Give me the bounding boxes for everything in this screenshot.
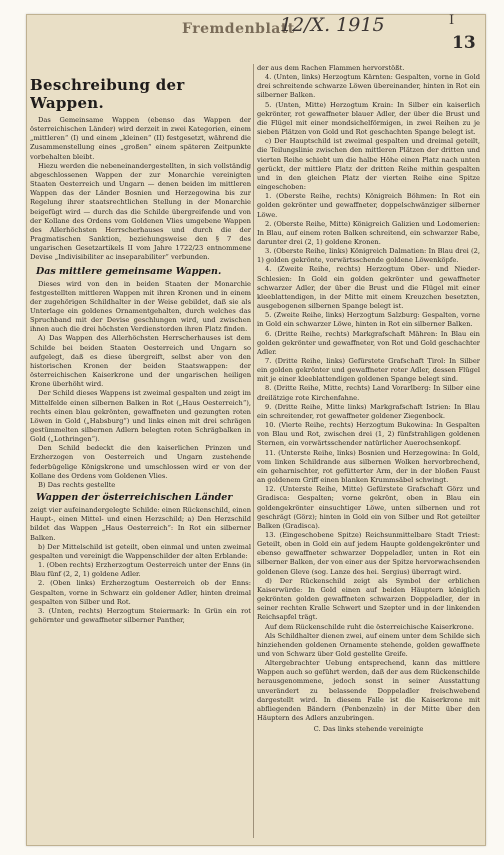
paragraph: 11. (Unterste Reihe, links) Bosnien und Herzegowina: In Gold, vom linken Schildrande aus silbernen Wolken hervorbrechend, ein geharnischter, rot gefütterter Arm, der in der bloßen Faust an goldenem Griff einen blanken Krummsäbel schwingt. bbox=[257, 448, 480, 485]
paragraph: der aus dem Rachen Flammen hervorstößt. bbox=[257, 64, 405, 72]
paragraph: 4. (Zweite Reihe, rechts) Herzogtum Ober- und Nieder-Schlesien: In Gold ein golden gekrönter und gewaffneter schwarzer Adler, der über die Brust und die Flügel mit einer kleeblattendigen, in der Mitte mit einem Kreuzchen besetzten, ausgebogenen silbernen Spange belegt ist. bbox=[257, 265, 480, 311]
handwritten-date: 12/X. 1915 bbox=[280, 14, 385, 36]
paragraph: 2. (Oben links) Erzherzogtum Oesterreich ob der Enns: Gespalten, vorne in Schwarz ein goldener Adler, hinten dreimal gespalten von Silber und Rot. bbox=[30, 579, 251, 606]
paragraph: Den Schild bedeckt die den kaiserlichen Prinzen und Erzherzogen von Oesterreich und Ungarn zustehende federbügelige Königskrone und umschlossen wird er von der Kollane des Ordens vom Goldenen Vlies. bbox=[30, 444, 251, 480]
paragraph: 2. (Oberste Reihe, Mitte) Königreich Galizien und Lodomerien: In Blau, auf einem roten Balken schreitend, ein schwarzer Rabe, darunter drei (2, 1) goldene Kronen. bbox=[257, 219, 480, 246]
paragraph: Das Gemeinsame Wappen (ebenso das Wappen der österreichischen Länder) wird derzeit in zwei Kategorien, einem „mittleren“ (I) und einem „kleinen“ (II) festgesetzt, während die Zusammenstellung eines „großen“ einem späteren Zeitpunkte vorbehalten bleibt. bbox=[30, 116, 251, 161]
paragraph: d) Der Rückenschild zeigt als Symbol der erblichen Kaiserwürde: In Gold einen auf beiden Häuptern königlich gekrönten golden gewaffneten schwarzen Doppeladler, der in seiner rechten Kralle Schwert und Szepter und in der linkenden Reichsapfel trägt. bbox=[257, 576, 480, 622]
paragraph: b) Der Mittelschild ist geteilt, oben einmal und unten zweimal gespalten und vereinigt die Wappenschilder der alten Erblande: bbox=[30, 542, 251, 560]
paragraph: 3. (Oberste Reihe, links) Königreich Dalmatien: In Blau drei (2, 1) golden gekrönte, vorwärtsschende goldene Löwenköpfe. bbox=[257, 247, 480, 265]
paragraph: 1. (Oberste Reihe, rechts) Königreich Böhmen: In Rot ein golden gekrönter und gewaffneter, doppelschwänziger silberner Löwe. bbox=[257, 192, 480, 219]
paragraph: zeigt vier aufeinandergelegte Schilde: einen Rückenschild, einen Haupt-, einen Mittel- und einen Herzschild; a) Den Herzschild bildet das Wappen „Haus Oesterreich“: In Rot ein silberner Balken. bbox=[30, 506, 251, 542]
paragraph: Hiezu werden die nebeneinandergestellten, in sich vollständig abgeschlossenen Wappen der zur Monarchie vereinigten Staaten Oesterreich und Ungarn — denen beiden im mittleren Wappen das der Länder Bosnien und Herzegowina bis zur Regelung ihrer staatsrechtlichen Stellung in der Monarchie beigefügt wird — durch das die Schilde übergreifende und von der Kollane des Ordens vom Goldenen Vlies umgebene Wappen des Allerhöchsten Herrscherhauses und durch die der Pragmatischen Sanktion, beziehungsweise den § 7 des ungarischen Gesetzartikels II vom Jahre 1722/23 entnommene Devise „Indivisibiliter ac inseparabiliter“ verbunden. bbox=[30, 161, 251, 262]
paragraph: c) Der Hauptschild ist zweimal gespalten und dreimal geteilt, die Teilungslinie zwischen den mittleren Plätzen der dritten und vierten Reihe schiebt um die halbe Höhe einen Platz nach unten gerückt, der mittlere Platz der dritten Reihe mithin gespalten und in den gleichen Platz der vierten Reihe eine Spitze eingeschoben: bbox=[257, 137, 480, 192]
continuation-line: C. Das links stehende vereinigte bbox=[313, 725, 424, 734]
paragraph: 7. (Dritte Reihe, links) Gefürstete Grafschaft Tirol: In Silber ein golden gekrönter und gewaffneter roter Adler, dessen Flügel mit je einer kleeblattendigen goldenen Spange belegt sind. bbox=[257, 357, 480, 384]
column-divider bbox=[253, 64, 254, 838]
paragraph: Auf dem Rückenschilde ruht die österreichische Kaiserkrone. bbox=[265, 622, 474, 631]
paragraph: A) Das Wappen des Allerhöchsten Herrscherhauses ist dem Schilde bei beiden Staaten Oesterreich und Ungarn so aufgelegt, daß es diese übergreift, selbst aber von den historischen Kronen der beiden Staatswappen: der österreichischen Kaiserkrone und der ungarischen heiligen Krone überhöht wird. bbox=[30, 334, 251, 389]
paragraph: 9. (Dritte Reihe, Mitte links) Markgrafschaft Istrien: In Blau ein schreitender, rot gewaffneter goldener Ziegenbock. bbox=[257, 402, 480, 420]
section-heading: Das mittlere gemeinsame Wappen. bbox=[36, 265, 222, 277]
paragraph: 8. (Dritte Reihe, Mitte, rechts) Land Vorarlberg: In Silber eine dreilätzige rote Kirchenfahne. bbox=[257, 384, 480, 402]
paragraph: 4. (Unten, links) Herzogtum Kärnten: Gespalten, vorne in Gold drei schreitende schwarze Löwen übereinander, hinten in Rot ein silberner Balken. bbox=[257, 73, 480, 100]
paragraph: 13. (Eingeschobene Spitze) Reichsunmittelbare Stadt Triest: Geteilt, oben in Gold ein auf jedem Haupte goldengekrönter und ebenso gewaffneter schwarzer Doppeladler, unten in Rot ein silberner Balken, der von einer aus der Spitze hervorwachsenden goldenen Gleve (sog. Lanze des hei. Sergius) überragt wird. bbox=[257, 530, 480, 576]
paragraph: Altergebrachter Uebung entsprechend, kann das mittlere Wappen auch so geführt werden, daß der aus dem Rückenschilde herausgenommene, jedoch sonst in seiner Ausstattung unverändert zu belassende Doppeladler freischwebend dargestellt wird. In diesem Falle ist die Kaiserkrone mit abfliegenden Bändern (Penbenzeln) in der Mitte über den Häuptern des Adlers anzubringen. bbox=[257, 659, 480, 723]
article-title: Beschreibung der Wappen. bbox=[30, 76, 185, 112]
paragraph: B) Das rechts gestellte bbox=[38, 480, 116, 489]
page-number: 13 bbox=[452, 33, 476, 53]
paragraph: 5. (Unten, Mitte) Herzogtum Krain: In Silber ein kaiserlich gekrönter, rot gewaffneter blauer Adler, der über die Brust und die Flügel mit einer mondsichelförmigen, in zwei Reihen zu je sieben Plätzen von Gold und Rot geschachten Spange belegt ist. bbox=[257, 100, 480, 137]
section-heading: Wappen der österreichischen Länder bbox=[36, 492, 233, 504]
left-column bbox=[30, 72, 251, 840]
roman-numeral-mark: I bbox=[449, 13, 455, 28]
paragraph: 6. (Dritte Reihe, rechts) Markgrafschaft Mähren: In Blau ein golden gekrönter und gewaffneter, von Rot und Gold geschachter Adler. bbox=[257, 329, 480, 356]
paragraph: 5. (Zweite Reihe, links) Herzogtum Salzburg: Gespalten, vorne in Gold ein schwarzer Löwe, hinten in Rot ein silberner Balken. bbox=[257, 311, 480, 329]
paragraph: Dieses wird von den in beiden Staaten der Monarchie festgestellten mittleren Wappen mit ihren Kronen und in einem der zugehörigen Schildhalter in der Weise gebildet, daß sie als Unterlage ein goldenes Ornamentgehalten, durch welches das Spruchband mit der Devise geschlungen wird, und zwischen ihnen auch die drei höchsten Verdienstorden ihren Platz finden. bbox=[30, 279, 251, 334]
paragraph: 1. (Oben rechts) Erzherzogtum Oesterreich unter der Enns (in Blau fünf (2, 2, 1) goldene Adler. bbox=[30, 561, 251, 579]
paragraph: Als Schildhalter dienen zwei, auf einem unter dem Schilde sich hinziehenden goldenen Ornamente stehende, golden gewaffnete und von Schwarz über Gold gestellte Greife. bbox=[257, 631, 480, 658]
paragraph: Der Schild dieses Wappens ist zweimal gespalten und zeigt im Mittelfelde einen silbernen Balken in Rot („Haus Oesterreich“), rechts einen blau gekrönten, gewaffneten und gezungten roten Löwen in Gold („Habsburg“) und links einen mit drei schrägen gestümmelten silbernen Adlern belegten roten Schrägbalken in Gold („Lothringen“). bbox=[30, 389, 251, 444]
right-column bbox=[257, 64, 480, 840]
paragraph: 12. (Unterste Reihe, Mitte) Gefürstete Grafschaft Görz und Gradisca: Gespalten; vorne gekrönt, oben in Blau ein goldengekrönter einsuchtiger Löwe, unten silbernen und rot geschrägt (Görz); hinten in Gold ein von Silber und Rot geteilter Balken (Gradisca). bbox=[257, 485, 480, 530]
paragraph: 10. (Vierte Reihe, rechts) Herzogtum Bukowina: In Gespalten von Blau und Rot, zwischen drei (1, 2) fünfstrahligen goldenen Sternen, ein vorwärtsschender natürlicher Auerochsenkopf. bbox=[257, 421, 480, 448]
publication-name: Fremdenblatt bbox=[182, 21, 295, 37]
paragraph: 3. (Unten, rechts) Herzogtum Steiermark: In Grün ein rot gehörnter und gewaffneter silberner Panther, bbox=[30, 606, 251, 624]
